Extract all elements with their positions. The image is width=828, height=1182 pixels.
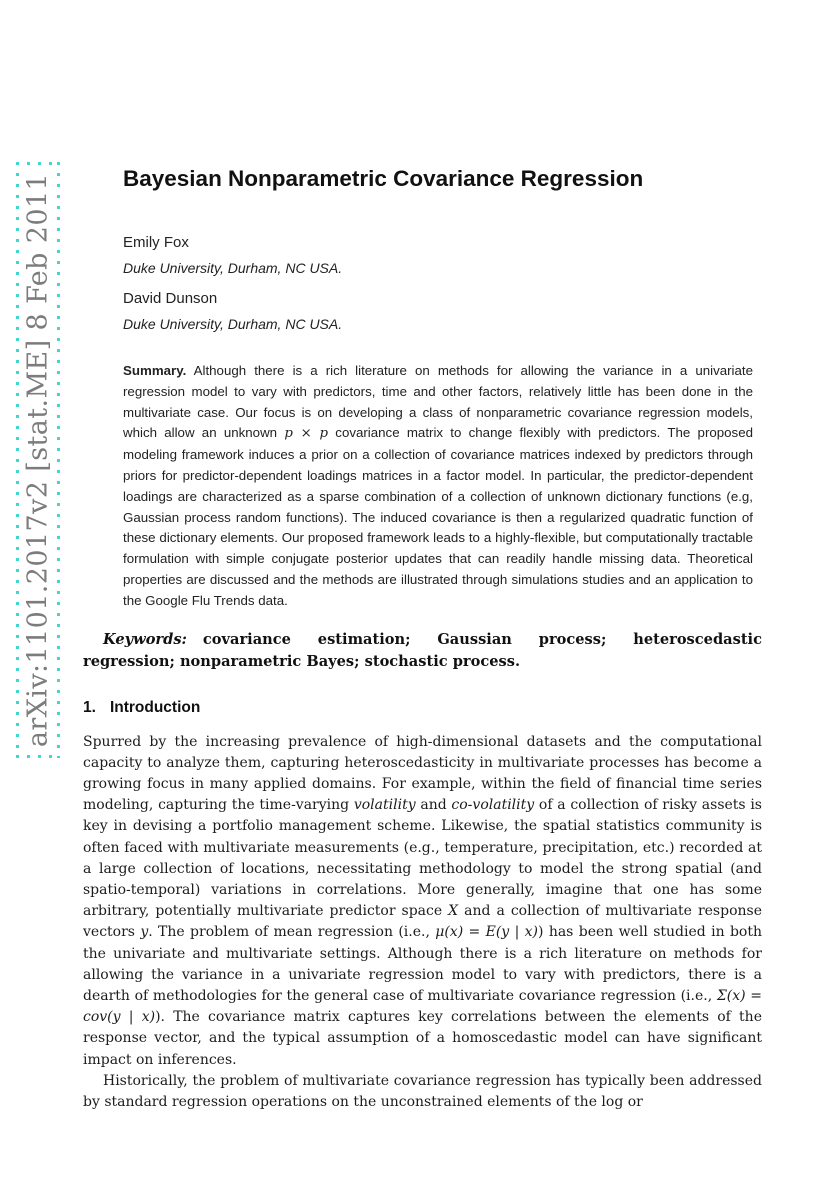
section-title: Introduction bbox=[109, 698, 201, 716]
intro-p1-italic-covolatility: co-volatility bbox=[451, 797, 535, 814]
section-number: 1. bbox=[83, 698, 96, 716]
summary-text-1: Although there is a rich literature on methods for allowing the variance in a univariate regression model to vary with predictors, time and other factors, relatively little has been done in the multivariate case. Our focus is on developing a class of nonparametric covariance regression models, which allow an unknown bbox=[123, 363, 753, 441]
summary-label: Summary. bbox=[123, 363, 187, 378]
watermark-border-left bbox=[16, 162, 19, 758]
watermark-border-bottom bbox=[16, 755, 60, 758]
math-response-y: y bbox=[140, 924, 149, 941]
intro-paragraph-2: Historically, the problem of multivariate covariance regression has typically been addressed by standard regression operations on the unconstrained elements of the log or bbox=[83, 1072, 762, 1111]
author-affiliation-2: Duke University, Durham, NC USA. bbox=[123, 316, 343, 332]
keywords-label: Keywords: bbox=[103, 630, 187, 648]
abstract bbox=[123, 361, 753, 612]
intro-p1-text-7: ). The covariance matrix captures key correlations between the elements of the response vector, and the typical assumption of a homoscedastic model can have significant impact on inferences. bbox=[83, 1009, 762, 1068]
paper-title: Bayesian Nonparametric Covariance Regression bbox=[123, 166, 644, 191]
keywords-line bbox=[83, 629, 762, 673]
section-heading-introduction bbox=[83, 699, 762, 717]
math-covariance-regression: Σ(x) = cov(y | x) bbox=[83, 988, 762, 1026]
intro-p1-text-2: and bbox=[415, 797, 452, 814]
author-name-2: David Dunson bbox=[123, 290, 218, 307]
intro-p1-italic-volatility: volatility bbox=[353, 797, 416, 814]
summary-text-2: covariance matrix to change flexibly with predictors. The proposed modeling framework induces a prior on a collection of covariance matrices indexed by predictors through priors for predictor-dependent loadings matrices in a factor model. In particular, the predictor-dependent loadings are characterized as a sparse combination of a collection of unknown dictionary functions (e.g, Gaussian process random functions). The induced covariance is then a regularized quadratic function of these dictionary elements. Our proposed framework leads to a highly-flexible, but computationally tractable formulation with simple conjugate posterior updates that can readily handle missing data. Theoretical properties are discussed and the methods are illustrated through simulations studies and an application to the Google Flu Trends data. bbox=[123, 425, 753, 608]
math-predictor-space-x: X bbox=[448, 903, 459, 920]
math-mean-regression: μ(x) = E(y | x) bbox=[435, 924, 538, 941]
author-affiliation-1: Duke University, Durham, NC USA. bbox=[123, 260, 343, 276]
keywords-text: covariance estimation; Gaussian process; heteroscedastic regression; nonparametric Bayes; stochastic process. bbox=[83, 630, 762, 670]
watermark-border-right bbox=[57, 162, 60, 758]
watermark-border-top bbox=[16, 162, 60, 165]
author-name-1: Emily Fox bbox=[123, 234, 189, 251]
intro-p1-text-6: ) has been well studied in both the univariate and multivariate settings. Although there is a rich literature on methods for allowing the variance in a univariate regression model to vary with predictors, there is a dearth of methodologies for the general case of multivariate covariance regression (i.e., bbox=[83, 924, 762, 1004]
arxiv-id-text: arXiv:1101.2017v2 [stat.ME] 8 Feb 2011 bbox=[22, 172, 54, 748]
intro-p1-text-4: and a collection of multivariate response vectors bbox=[83, 903, 762, 941]
intro-p1-text-1: Spurred by the increasing prevalence of high-dimensional datasets and the computational capacity to analyze them, capturing heteroscedasticity in multivariate processes has become a growing focus in many applied domains. For example, within the field of financial time series modeling, capturing the time-varying bbox=[83, 733, 762, 814]
intro-paragraph-1 bbox=[83, 732, 762, 1071]
arxiv-watermark bbox=[16, 162, 60, 758]
intro-p1-text-5: . The problem of mean regression (i.e., bbox=[148, 924, 436, 941]
author-block bbox=[123, 234, 762, 333]
paper-content bbox=[83, 0, 762, 1113]
intro-p1-text-3: of a collection of risky assets is key in devising a portfolio management scheme. Likewise, the spatial statistics community is often faced with multivariate measurements (e.g., temperature, precipitation, etc.) recorded at a large collection of locations, necessitating methodology to model the strong spatial (and spatio-temporal) variations in correlations. More generally, imagine that one has some arbitrary, potentially multivariate predictor space bbox=[83, 797, 762, 920]
math-p-by-p: p × p bbox=[284, 426, 329, 442]
